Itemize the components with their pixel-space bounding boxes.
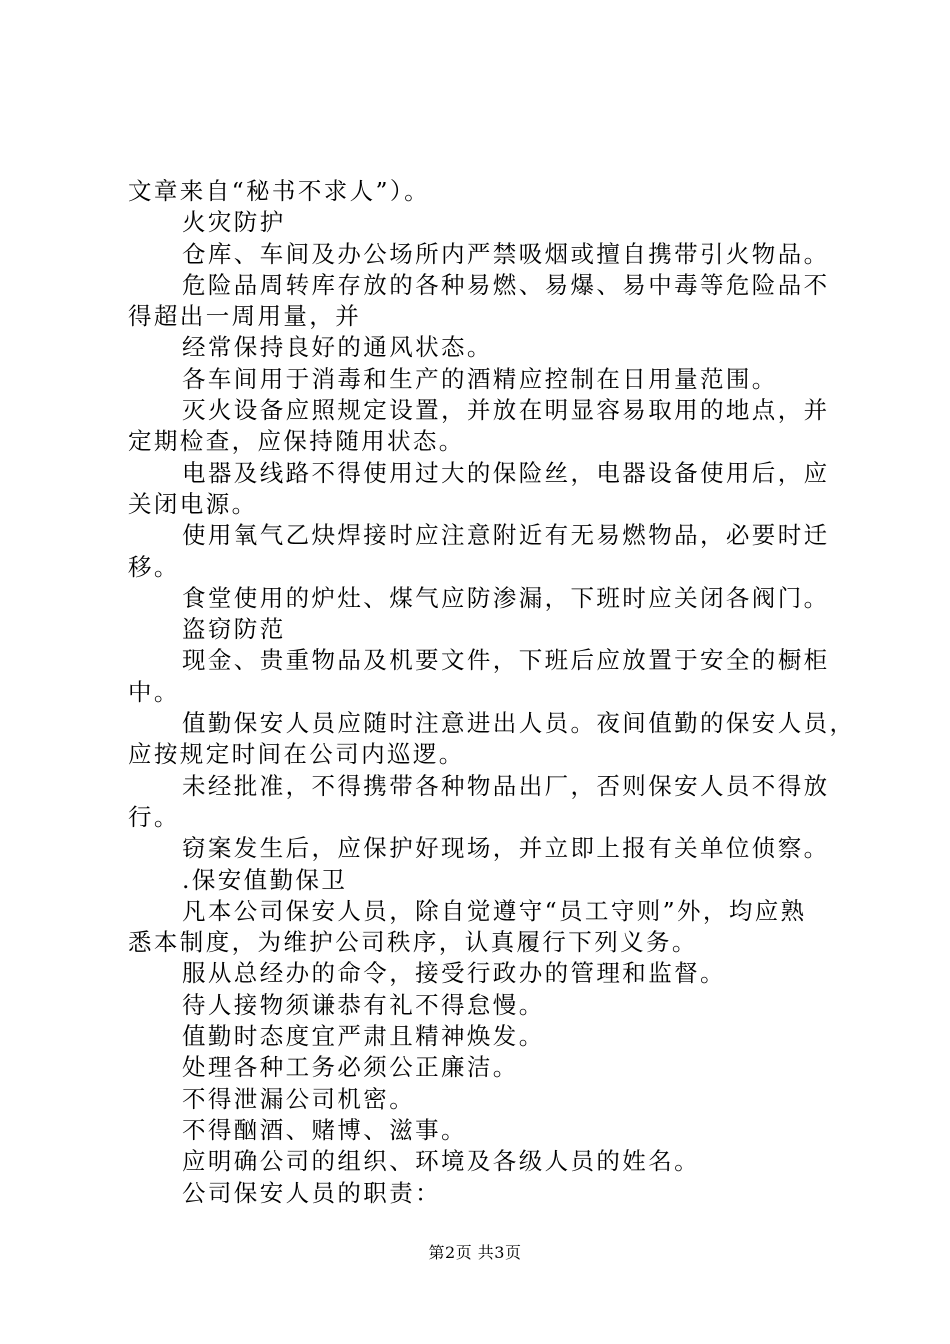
text-line: 公司保安人员的职责： <box>182 1178 441 1207</box>
text-line: 火灾防护 <box>182 208 286 237</box>
text-line: 各车间用于消毒和生产的酒精应控制在日用量范围。 <box>182 364 778 393</box>
text-line: 经常保持良好的通风状态。 <box>182 333 493 362</box>
text-line: 应明确公司的组织、环境及各级人员的姓名。 <box>182 1147 700 1176</box>
text-line: 窃案发生后，应保护好现场，并立即上报有关单位侦察。 <box>182 834 830 863</box>
text-line: 盗窃防范 <box>182 615 286 644</box>
text-line: 不得酗酒、赌博、滋事。 <box>182 1115 467 1144</box>
text-line: 服从总经办的命令，接受行政办的管理和监督。 <box>182 959 726 988</box>
text-line: 未经批准，不得携带各种物品出厂，否则保安人员不得放 <box>182 771 830 800</box>
document-body <box>128 176 856 1209</box>
text-line: 现金、贵重物品及机要文件，下班后应放置于安全的橱柜 <box>182 646 830 675</box>
text-line: 食堂使用的炉灶、煤气应防渗漏，下班时应关闭各阀门。 <box>182 583 830 612</box>
text-line: 不得泄漏公司机密。 <box>182 1084 416 1113</box>
text-line: 处理各种工务必须公正廉洁。 <box>182 1053 519 1082</box>
text-line: 得超出一周用量，并 <box>128 302 362 331</box>
text-line: 危险品周转库存放的各种易燃、易爆、易中毒等危险品不 <box>182 270 830 299</box>
text-line: 使用氧气乙炔焊接时应注意附近有无易燃物品，必要时迁 <box>182 521 830 550</box>
text-line: 悉本制度，为维护公司秩序，认真履行下列义务。 <box>128 928 698 957</box>
text-line: 中。 <box>128 677 180 706</box>
text-line: 灭火设备应照规定设置，并放在明显容易取用的地点，并 <box>182 396 830 425</box>
page-footer: 第2页 共3页 <box>428 1243 522 1262</box>
text-line: 关闭电源。 <box>128 489 258 518</box>
text-line: 应按规定时间在公司内巡逻。 <box>128 740 465 769</box>
text-line: 待人接物须谦恭有礼不得怠慢。 <box>182 990 545 1019</box>
text-line: 仓库、车间及办公场所内严禁吸烟或擅自携带引火物品。 <box>182 239 830 268</box>
text-line: 电器及线路不得使用过大的保险丝，电器设备使用后，应 <box>182 458 830 487</box>
text-line: 文章来自“秘书不求人”）。 <box>128 177 430 205</box>
text-line: .保安值勤保卫 <box>182 865 348 894</box>
text-line: 行。 <box>128 802 180 831</box>
text-line: 凡本公司保安人员，除自觉遵守“员工守则”外，均应熟 <box>182 896 807 925</box>
text-line: 移。 <box>128 552 180 581</box>
text-line: 值勤时态度宜严肃且精神焕发。 <box>182 1022 545 1051</box>
text-line: 定期检查，应保持随用状态。 <box>128 427 465 456</box>
text-line: 值勤保安人员应随时注意进出人员。夜间值勤的保安人员， <box>182 709 856 738</box>
